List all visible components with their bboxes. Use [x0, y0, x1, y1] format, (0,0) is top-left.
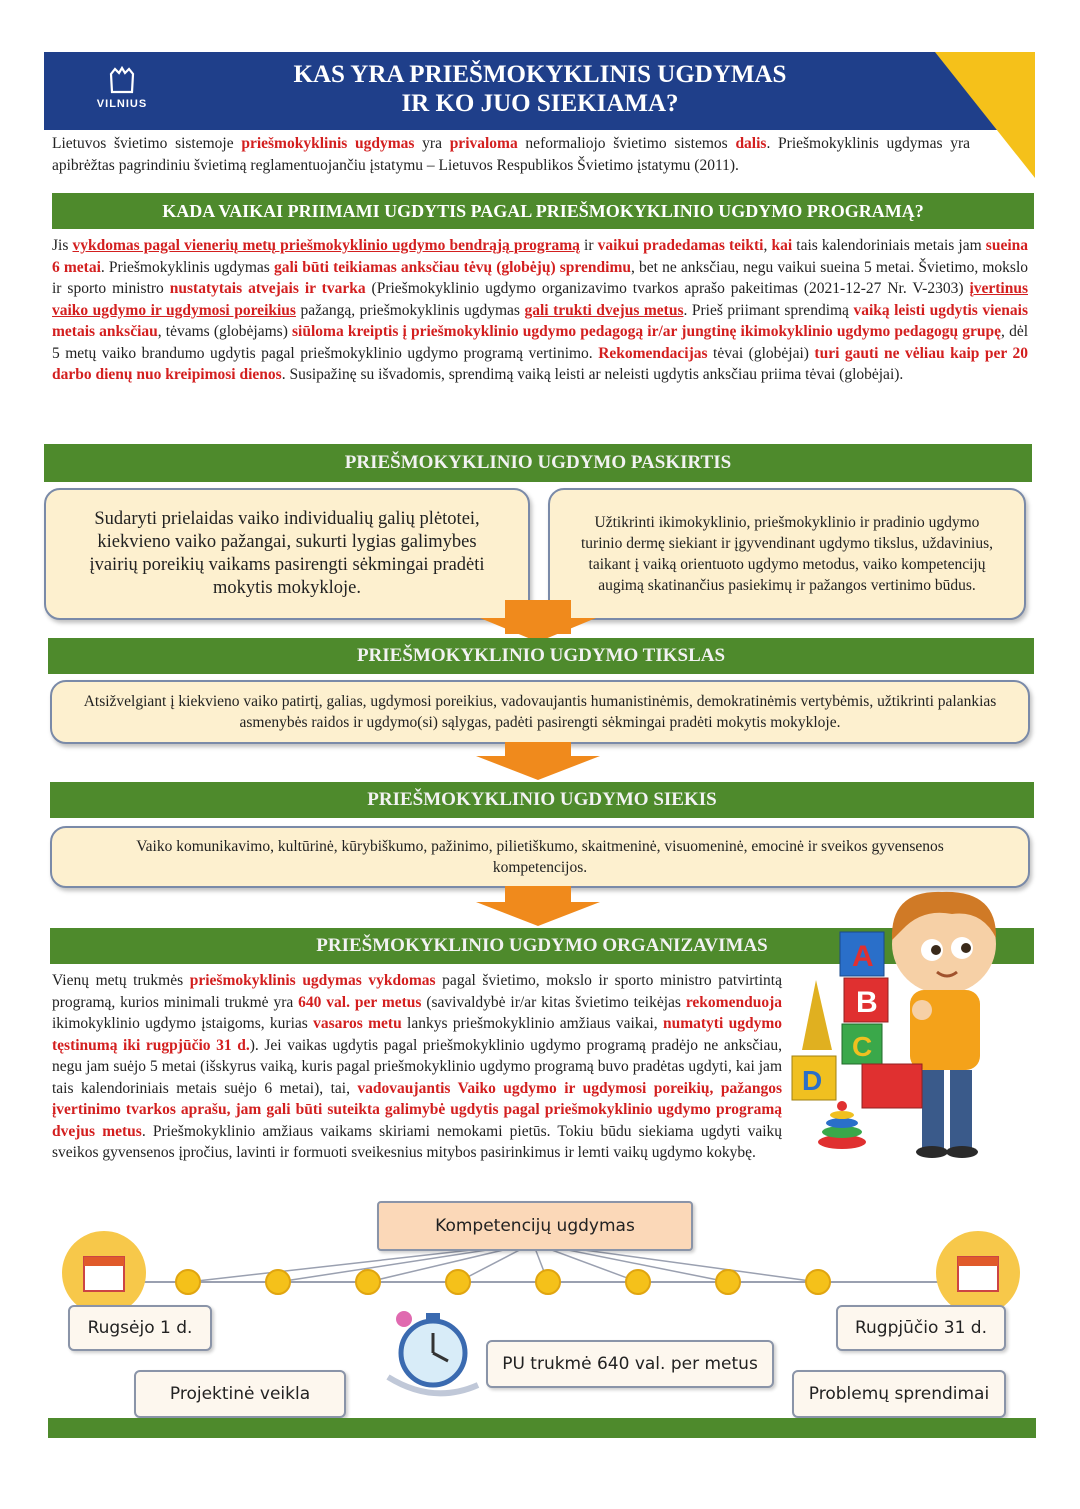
- section-title-organization: PRIEŠMOKYKLINIO UGDYMO ORGANIZAVIMAS: [50, 928, 1034, 964]
- purpose-card-left: Sudaryti prielaidas vaiko individualių galių plėtotei, kiekvieno vaiko pažangai, sukurti lygias galimybes įvairių poreikių vaikams pasirengti sėkmingai pradėti mokytis mokykloje.: [44, 488, 530, 620]
- down-arrow-3-head: [476, 902, 600, 926]
- duration-box: PU trukmė 640 val. per metus: [486, 1340, 774, 1388]
- section-title-admission: KADA VAIKAI PRIIMAMI UGDYTIS PAGAL PRIEŠMOKYKLINIO UGDYMO PROGRAMĄ?: [52, 193, 1034, 229]
- block-letter-a: A: [852, 940, 874, 973]
- section-title-aim: PRIEŠMOKYKLINIO UGDYMO SIEKIS: [50, 782, 1034, 818]
- section-title-goal: PRIEŠMOKYKLINIO UGDYMO TIKSLAS: [48, 638, 1034, 674]
- section-title-purpose: PRIEŠMOKYKLINIO UGDYMO PASKIRTIS: [44, 444, 1032, 482]
- down-arrow-3-stem: [505, 886, 571, 902]
- intro-paragraph: Lietuvos švietimo sistemoje priešmokyklinis ugdymas yra privaloma neformaliojo švietimo sistemos dalis. Priešmokyklinis ugdymas yra apibrėžtas pagrindiniu švietimą reglamentuojančiu įstatymu – Lietuvos Respublikos Švietimo įstatymu (2011).: [52, 135, 970, 174]
- block-letter-b: B: [856, 986, 878, 1019]
- down-arrow-2-stem: [505, 742, 571, 756]
- competency-box: Kompetencijų ugdymas: [377, 1201, 693, 1251]
- problem-solving-box: Problemų sprendimai: [792, 1370, 1006, 1418]
- down-arrow-2-head: [476, 756, 600, 780]
- boy-figure: [892, 892, 996, 1158]
- admission-paragraph: Jis vykdomas pagal vienerių metų priešmokyklinio ugdymo bendrąją programą ir vaikui pradedamas teikti, kai tais kalendoriniais metais jam sueina 6 metai. Priešmokyklinis ugdymas gali būti teikiamas anksčiau tėvų (globėjų) sprendimu, bet ne anksčiau, negu vaikui sueina 5 metai. Švietimo, mokslo ir sporto ministro nustatytais atvejais ir tvarka (Priešmokyklinio ugdymo organizavimo tvarkos aprašo pakeitimas (2021-12-27 Nr. V-2303) įvertinus vaiko ugdymo ir ugdymosi poreikius pažangą, priešmokyklinis ugdymas gali trukti dvejus metus. Prieš priimant sprendimą vaiką leisti ugdytis vienais metais anksčiau, tėvams (globėjams) siūloma kreiptis į priešmokyklinio ugdymo pedagogą ir/ar jungtinę ikimokyklinio ugdymo pedagogų grupę, dėl 5 metų vaiko brandumo ugdytis pagal priešmokyklinio ugdymo programą vertinimo. Rekomendacijas tėvai (globėjai) turi gauti ne vėliau kaip per 20 darbo dienų nuo kreipimosi dienos. Susipažinę su išvadomis, sprendimą vaiką leisti ar neleisti ugdytis anksčiau priima tėvai (globėjai).: [52, 237, 1029, 383]
- block-letter-c: C: [852, 1031, 873, 1062]
- end-date-box: Rugpjūčio 31 d.: [836, 1305, 1006, 1351]
- goal-card: Atsižvelgiant į kiekvieno vaiko patirtį, galias, ugdymosi poreikius, vadovaujantis humanistinėmis, demokratinėmis vertybėmis, užtikrinti palankias asmenybės raidos ir ugdymo(si) sąlygas, padėti pasirengti sėkmingai pradėti mokytis mokykloje.: [50, 680, 1030, 744]
- organization-paragraph: Vienų metų trukmės priešmokyklinis ugdymas vykdomas pagal švietimo, mokslo ir sporto ministro patvirtintą programą, kurios minimali trukmė yra 640 val. per metus (savivaldybė ir/ar kitas švietimo teikėjas rekomenduoja ikimokyklinio ugdymo įstaigoms, kurias vasaros metu lankys priešmokyklinio amžiaus vaikai, numatyti ugdymo tęstinumą iki rugpjūčio 31 d.). Jei vaikas ugdytis pagal priešmokyklinio ugdymo programą pradėjo ne anksčiau, negu jam suėjo 5 metai (išskyrus vaiką, kuris pagal priešmokyklinio ugdymo programą buvo pradėtas ugdyti, kai jam tais kalendoriniais metais suėjo 6 metai), tai, vadovaujantis Vaiko ugdymo ir ugdymosi poreikių, pažangos įvertinimo tvarkos aprašu, jam gali būti suteikta galimybė ugdytis pagal priešmokyklinio ugdymo programą dvejus metus. Priešmokyklinio amžiaus vaikams skiriami nemokami pietūs. Tokiu būdu siekiama ugdyti vaikų sveikos gyvensenos įpročius, lavinti ir formuoti sveikesnius mitybos pasirinkimus ir lemti vaikų ugdymo kokybę.: [52, 972, 783, 1161]
- block-letter-d: D: [802, 1065, 823, 1096]
- child-with-blocks-illustration: [782, 880, 1032, 1160]
- page-title: KAS YRA PRIEŠMOKYKLINIS UGDYMAS IR KO JUO SIEKIAMA?: [293, 61, 787, 117]
- calendar-icon-left: [62, 1231, 146, 1315]
- purpose-card-right: Užtikrinti ikimokyklinio, priešmokyklinio ir pradinio ugdymo turinio dermę siekiant ir įgyvendinant ugdymo tikslus, uždavinius, taikant į vaiką orientuoto ugdymo metodus, vaiko kompetencijų augimą skatinančius pasiekimų ir pažangos vertinimo būdus.: [548, 488, 1026, 620]
- stopwatch-icon: [388, 1311, 478, 1393]
- logo-text: VILNIUS: [96, 98, 148, 110]
- vilnius-logo: [92, 62, 152, 118]
- project-activity-box: Projektinė veikla: [134, 1370, 346, 1418]
- calendar-icon-right: [936, 1231, 1020, 1315]
- start-date-box: Rugsėjo 1 d.: [68, 1305, 212, 1351]
- aim-card: Vaiko komunikavimo, kultūrinė, kūrybiškumo, pažinimo, pilietiškumo, skaitmeninė, visuomeninė, emocinė ir sveikos gyvensenos kompetencijos.: [50, 826, 1030, 888]
- footer-bar: [48, 1418, 1036, 1438]
- crown-icon: [107, 66, 137, 94]
